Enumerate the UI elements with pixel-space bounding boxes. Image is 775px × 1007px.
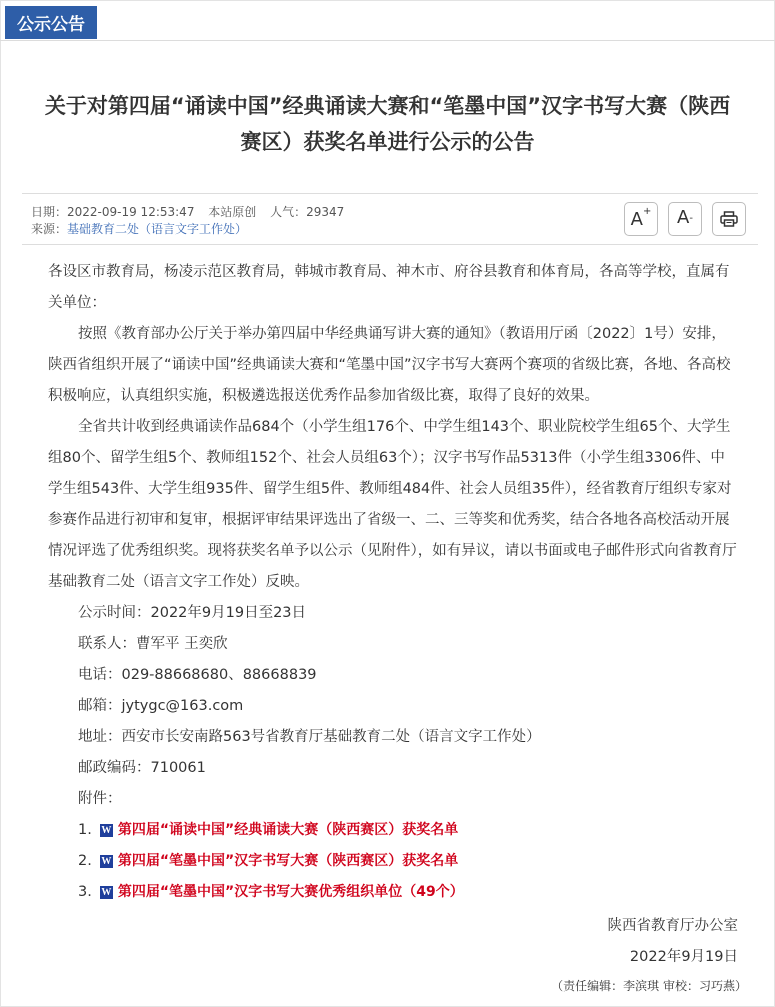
source-label: 来源：	[31, 222, 68, 236]
paragraph-1: 按照《教育部办公厅关于举办第四届中华经典诵写讲大赛的通知》（教语用厅函〔2022〕1号）安排，陕西省组织开展了“诵读中国”经典诵读大赛和“笔墨中国”汉字书写大赛两个赛项的省级比赛，各地、各高校积极响应，认真组织实施，积极遴选报送优秀作品参加省级比赛，取得了良好的效果。	[48, 326, 731, 404]
word-doc-icon: W	[101, 825, 112, 836]
view-count: 人气：29347	[270, 205, 345, 219]
title-line-1: 关于对第四届“诵读中国”经典诵读大赛和“笔墨中国”汉字书写大赛（陕西	[44, 94, 731, 118]
greeting: 各设区市教育局，杨凌示范区教育局，韩城市教育局、神木市、府谷县教育和体育局，各高等学校，直属有关单位：	[48, 264, 730, 311]
article-body	[48, 257, 738, 973]
source-info	[31, 220, 247, 237]
attachment-item	[48, 877, 738, 908]
editor-credit: （责任编辑：李滨琪 审校：习巧燕）	[551, 979, 747, 993]
attachment-link[interactable]: 第四届“笔墨中国”汉字书写大赛（陕西赛区）获奖名单	[117, 853, 459, 869]
attachment-link[interactable]: 第四届“笔墨中国”汉字书写大赛优秀组织单位（49个）	[117, 884, 464, 900]
word-doc-icon: W	[101, 887, 112, 898]
signature-date: 2022年9月19日	[629, 949, 738, 965]
meta-info	[31, 203, 354, 220]
header-divider	[0, 40, 775, 41]
printer-icon	[720, 211, 738, 227]
postcode: 邮政编码：710061	[78, 760, 206, 776]
contact-email: 邮箱：jytygc@163.com	[78, 698, 244, 714]
contact-address: 地址：西安市长安南路563号省教育厅基础教育二处（语言文字工作处）	[78, 729, 541, 745]
font-smaller-icon: $A_-$	[677, 207, 693, 229]
title-line-2: 赛区）获奖名单进行公示的公告	[240, 130, 535, 154]
attachment-item	[48, 815, 738, 846]
attachment-number: 1.	[78, 822, 92, 838]
article-title	[10, 88, 765, 160]
attachments-label: 附件：	[78, 791, 122, 807]
attachment-link[interactable]: 第四届“诵读中国”经典诵读大赛（陕西赛区）获奖名单	[117, 822, 459, 838]
attachment-number: 2.	[78, 853, 92, 869]
publicity-period: 公示时间：2022年9月19日至23日	[78, 605, 307, 621]
signature-org: 陕西省教育厅办公室	[607, 918, 738, 934]
attachment-item	[48, 846, 738, 877]
source-link[interactable]: 基础教育二处（语言文字工作处）	[67, 222, 248, 236]
contact-phone: 电话：029-88668680、88668839	[78, 667, 317, 683]
paragraph-2: 全省共计收到经典诵读作品684个（小学生组176个、中学生组143个、职业院校学生组65个、大学生组80个、留学生组5个、教师组152个、社会人员组63个）；汉字书写作品5313件（小学生组3306件、中学生组543件、大学生组935件、留学生组5件、教师组484件、社会人员组35件），经省教育厅组织专家对参赛作品进行初审和复审，根据评审结果评选出了省级一、二、三等奖和优秀奖，结合各地各高校活动开展情况评选了优秀组织奖。现将获奖名单予以公示（见附件），如有异议，请以书面或电子邮件形式向省教育厅基础教育二处（语言文字工作处）反映。	[48, 419, 737, 590]
print-button[interactable]	[712, 202, 746, 236]
attachment-number: 3.	[78, 884, 92, 900]
contact-person: 联系人：曹军平 王奕欣	[78, 636, 228, 652]
section-tag[interactable]: 公示公告	[5, 6, 97, 39]
font-smaller-button[interactable]	[668, 202, 702, 236]
font-larger-button[interactable]	[624, 202, 658, 236]
origin-label: 本站原创	[208, 205, 257, 219]
word-doc-icon: W	[101, 856, 112, 867]
publish-date: 日期：2022-09-19 12:53:47	[31, 205, 195, 219]
font-larger-icon: A+	[630, 205, 652, 230]
